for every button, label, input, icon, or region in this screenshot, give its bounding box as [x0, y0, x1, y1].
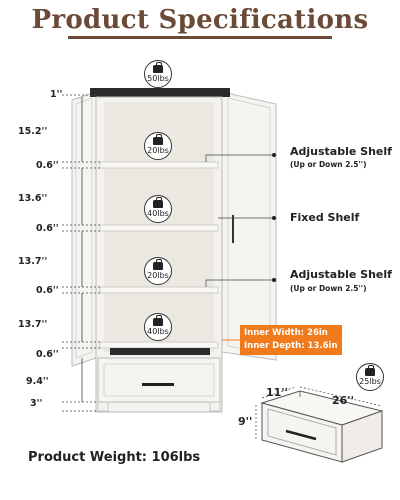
- label-adjustable-shelf-2: Adjustable Shelf: [290, 268, 392, 281]
- bullet-fixed: [272, 216, 276, 220]
- sublabel-adjustable-shelf-2: (Up or Down 2.5''): [290, 284, 367, 293]
- drawer-weight-badge: [356, 363, 384, 391]
- dim-h2: 13.6'': [18, 193, 48, 204]
- dim-g1: 0.6'': [36, 160, 59, 171]
- label-fixed-shelf: Fixed Shelf: [290, 211, 360, 224]
- product-weight: Product Weight: 106lbs: [28, 450, 201, 465]
- drawer-dim-height: 9'': [238, 415, 253, 428]
- shelf-1: [100, 162, 218, 168]
- dim-top-gap: 1'': [50, 89, 63, 100]
- dim-h4: 13.7'': [18, 319, 48, 330]
- top-weight-badge: [144, 60, 172, 88]
- left-door: [72, 92, 96, 366]
- weight-icon: [153, 318, 163, 326]
- drawer-dim-depth: 11'': [266, 386, 289, 399]
- dim-g4: 0.6'': [36, 349, 59, 360]
- label-adjustable-shelf-1: Adjustable Shelf: [290, 145, 392, 158]
- drawer-handle: [142, 383, 174, 386]
- right-door: [222, 92, 276, 360]
- dim-h1: 15.2'': [18, 126, 48, 137]
- shelf1-weight-badge: [144, 132, 172, 160]
- cabinet-drawer: [98, 358, 220, 402]
- shelf4-weight-badge: [144, 313, 172, 341]
- shelf2-weight-value: 40lbs: [147, 209, 169, 218]
- inner-depth: Inner Depth: 13.6in: [244, 341, 338, 351]
- dim-g3: 0.6'': [36, 285, 59, 296]
- weight-icon: [153, 137, 163, 145]
- dim-base-height: 3'': [30, 398, 43, 409]
- weight-icon: [153, 262, 163, 270]
- shelf1-weight-value: 20lbs: [147, 146, 169, 155]
- shelf3-weight-badge: [144, 257, 172, 285]
- cabinet-top: [90, 88, 230, 97]
- shelf2-weight-badge: [144, 195, 172, 223]
- page-title: Product Specifications: [31, 5, 369, 35]
- bullet-adjustable-1: [272, 153, 276, 157]
- drawer-weight-value: 25lbs: [359, 377, 381, 386]
- weight-icon: [153, 65, 163, 73]
- inner-width: Inner Width: 26in: [244, 328, 328, 338]
- shelf-4: [100, 342, 218, 348]
- shelf4-weight-value: 40lbs: [147, 327, 169, 336]
- bullet-adjustable-2: [272, 278, 276, 282]
- dim-g2: 0.6'': [36, 223, 59, 234]
- drawer-dim-width: 26'': [332, 394, 355, 407]
- shelf-3: [100, 287, 218, 293]
- shelf-2: [100, 225, 218, 231]
- weight-icon: [153, 200, 163, 208]
- shelf3-weight-value: 20lbs: [147, 271, 169, 280]
- top-weight-value: 50lbs: [147, 74, 169, 83]
- inner-dimensions-box: [240, 325, 342, 355]
- weight-icon: [365, 368, 375, 376]
- sublabel-adjustable-shelf-1: (Up or Down 2.5''): [290, 160, 367, 169]
- dim-h3: 13.7'': [18, 256, 48, 267]
- dim-drawer-height: 9.4'': [26, 376, 49, 387]
